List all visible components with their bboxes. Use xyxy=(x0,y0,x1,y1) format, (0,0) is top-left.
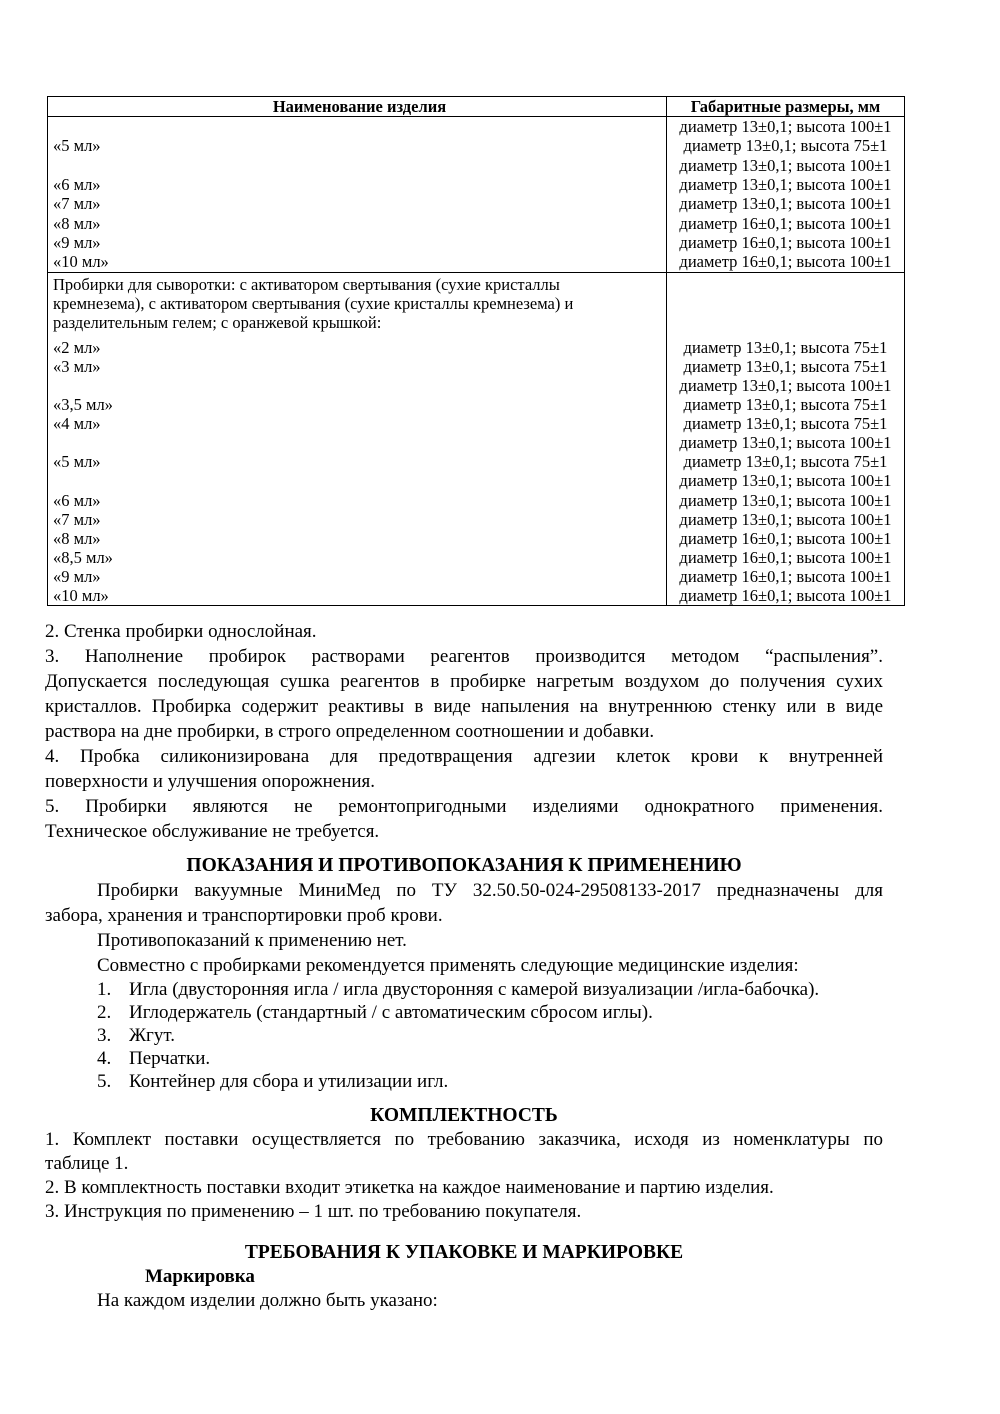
product-size-cell: диаметр 13±0,1; высота 75±1 xyxy=(683,414,888,434)
paragraph-purpose xyxy=(45,878,883,928)
table-row xyxy=(48,376,904,395)
packaging-body xyxy=(45,1265,883,1313)
product-name-cell: «9 мл» xyxy=(48,233,667,252)
product-size-cell: диаметр 13±0,1; высота 75±1 xyxy=(683,337,888,357)
table-header-dimensions: Габаритные размеры, мм xyxy=(690,97,881,116)
product-name-cell: «10 мл» xyxy=(48,586,667,605)
product-size-cell: диаметр 13±0,1; высота 75±1 xyxy=(683,136,888,156)
product-size-cell: диаметр 13±0,1; высота 100±1 xyxy=(679,471,892,491)
product-name-cell: «8 мл» xyxy=(48,214,667,233)
product-name-cell: «7 мл» xyxy=(48,510,667,529)
list-item xyxy=(45,1070,883,1093)
paragraph-line: Пробирки вакуумные МиниМед по ТУ 32.50.50-024-29508133-2017 предназначены для xyxy=(97,880,883,901)
product-name-cell: «6 мл» xyxy=(48,491,667,510)
paragraph-label: 2. В комплектность поставки входит этикетка на каждое наименование и партию изделия. xyxy=(45,1177,774,1198)
list-item-number: 3. xyxy=(97,1025,112,1046)
product-name-cell: «5 мл» xyxy=(48,452,667,471)
table-row xyxy=(48,357,904,376)
list-item-number: 5. xyxy=(97,1071,112,1092)
product-name-cell xyxy=(48,156,667,175)
paragraph-contraindications: Противопоказаний к применению нет. xyxy=(97,930,407,951)
product-size-cell: диаметр 13±0,1; высота 100±1 xyxy=(679,117,892,136)
table-header-row xyxy=(48,97,904,117)
completeness-body xyxy=(45,1128,883,1224)
product-name-cell xyxy=(48,117,667,136)
products-table xyxy=(47,96,905,606)
paragraph-line: 4. Пробка силиконизирована для предотвращения адгезии клеток крови к внутренней xyxy=(45,746,883,767)
category-line: разделительным гелем; с оранжевой крышкой: xyxy=(53,313,382,333)
product-name-cell: «5 мл» xyxy=(48,136,667,155)
table-row xyxy=(48,233,904,252)
product-size-cell: диаметр 13±0,1; высота 75±1 xyxy=(683,356,888,376)
list-item-text: Иглодержатель (стандартный / с автоматическим сбросом иглы). xyxy=(129,1002,653,1023)
table-row xyxy=(48,214,904,233)
category-line: Пробирки для сыворотки: с активатором свертывания (сухие кристаллы xyxy=(53,274,560,294)
product-size-cell: диаметр 13±0,1; высота 100±1 xyxy=(679,433,892,453)
product-size-cell: диаметр 16±0,1; высота 100±1 xyxy=(679,547,892,567)
paragraph-instruction: 3. Инструкция по применению – 1 шт. по требованию покупателя. xyxy=(45,1201,582,1222)
product-name-cell xyxy=(48,471,667,490)
product-size-cell: диаметр 16±0,1; высота 100±1 xyxy=(679,213,892,233)
table-row xyxy=(48,452,904,471)
paragraph-line: 5. Пробирки являются не ремонтопригодными изделиями однократного применения. xyxy=(45,796,883,817)
product-name-cell: «6 мл» xyxy=(48,175,667,194)
subheading-marking: Маркировка xyxy=(145,1266,255,1287)
product-name-cell xyxy=(48,433,667,452)
table-row xyxy=(48,548,904,567)
product-name-cell: «8,5 мл» xyxy=(48,548,667,567)
list-item-text: Жгут. xyxy=(129,1025,175,1046)
product-size-cell: диаметр 13±0,1; высота 100±1 xyxy=(679,175,892,195)
table-row xyxy=(48,529,904,548)
table-row xyxy=(48,194,904,213)
product-size-cell: диаметр 13±0,1; высота 100±1 xyxy=(679,490,892,510)
list-item xyxy=(45,978,883,1001)
paragraph-line: таблице 1. xyxy=(45,1153,129,1174)
table-row xyxy=(48,491,904,510)
recommended-devices-list xyxy=(45,978,883,1093)
table-row xyxy=(48,395,904,414)
product-size-cell: диаметр 16±0,1; высота 100±1 xyxy=(679,252,892,272)
table-row xyxy=(48,510,904,529)
product-name-cell: «2 мл» xyxy=(48,338,667,357)
paragraph-recommended-devices: Совместно с пробирками рекомендуется применять следующие медицинские изделия: xyxy=(97,955,799,976)
paragraph-line: поверхности и улучшения опорожнения. xyxy=(45,771,376,792)
list-item-text: Игла (двусторонняя игла / игла двусторонняя с камерой визуализации /игла-бабочка). xyxy=(129,979,820,1000)
table-row xyxy=(48,175,904,194)
paragraph-line: 1. Комплект поставки осуществляется по требованию заказчика, исходя из номенклатуры по xyxy=(45,1129,883,1150)
product-size-cell: диаметр 13±0,1; высота 100±1 xyxy=(679,509,892,529)
product-size-cell: диаметр 13±0,1; высота 75±1 xyxy=(683,395,888,415)
category-line: кремнезема), с активатором свертывания (сухие кристаллы кремнезема) и xyxy=(53,294,574,314)
section-heading-packaging: ТРЕБОВАНИЯ К УПАКОВКЕ И МАРКИРОВКЕ xyxy=(244,1242,684,1263)
table-block-serum-tubes xyxy=(48,272,904,605)
paragraph-line: раствора на дне пробирки, в строго определенном соотношении и добавки. xyxy=(45,721,655,742)
section-heading-completeness: КОМПЛЕКТНОСТЬ xyxy=(370,1105,558,1126)
paragraph-line: кристаллов. Пробирка содержит реактивы в виде напыления на внутреннюю стенку или в виде xyxy=(45,696,883,717)
table-row xyxy=(48,252,904,271)
product-name-cell: «3,5 мл» xyxy=(48,395,667,414)
table-row xyxy=(48,471,904,490)
list-item-number: 4. xyxy=(97,1048,112,1069)
product-name-cell: «8 мл» xyxy=(48,529,667,548)
table-row xyxy=(48,136,904,155)
product-size-cell: диаметр 16±0,1; высота 100±1 xyxy=(679,566,892,586)
product-size-cell: диаметр 13±0,1; высота 100±1 xyxy=(679,375,892,395)
list-item xyxy=(45,1024,883,1047)
table-row xyxy=(48,414,904,433)
table-row xyxy=(48,433,904,452)
product-size-cell: диаметр 16±0,1; высота 100±1 xyxy=(679,586,892,605)
category-description-cell xyxy=(48,273,667,338)
table-row xyxy=(48,586,904,605)
list-item-text: Перчатки. xyxy=(129,1048,211,1069)
list-item-text: Контейнер для сбора и утилизации игл. xyxy=(129,1071,449,1092)
product-name-cell xyxy=(48,376,667,395)
list-item xyxy=(45,1001,883,1024)
paragraph-stopper xyxy=(45,744,883,794)
paragraph-marking-intro: На каждом изделии должно быть указано: xyxy=(97,1290,438,1311)
product-size-cell: диаметр 16±0,1; высота 100±1 xyxy=(679,528,892,548)
list-item-number: 2. xyxy=(97,1002,112,1023)
paragraph-line: забора, хранения и транспортировки проб крови. xyxy=(45,905,443,926)
paragraph-line: Техническое обслуживание не требуется. xyxy=(45,821,380,842)
table-row xyxy=(48,338,904,357)
product-size-cell: диаметр 13±0,1; высота 100±1 xyxy=(679,194,892,214)
category-size-cell-empty xyxy=(667,273,904,338)
table-row xyxy=(48,117,904,136)
product-name-cell: «4 мл» xyxy=(48,414,667,433)
product-name-cell: «7 мл» xyxy=(48,194,667,213)
table-block-continuation xyxy=(48,117,904,272)
table-row xyxy=(48,567,904,586)
paragraph-filling xyxy=(45,644,883,744)
product-name-cell: «10 мл» xyxy=(48,252,667,271)
table-header-product-name: Наименование изделия xyxy=(48,97,667,116)
section-heading-indications: ПОКАЗАНИЯ И ПРОТИВОПОКАЗАНИЯ К ПРИМЕНЕНИЮ xyxy=(186,855,742,876)
paragraph-line: Допускается последующая сушка реагентов в пробирке нагретым воздухом до получения сухих xyxy=(45,671,883,692)
document-body xyxy=(45,619,883,1313)
table-row xyxy=(48,156,904,175)
list-item xyxy=(45,1047,883,1070)
product-name-cell: «9 мл» xyxy=(48,567,667,586)
product-size-cell: диаметр 13±0,1; высота 100±1 xyxy=(679,155,892,175)
product-name-cell: «3 мл» xyxy=(48,357,667,376)
table-category-row xyxy=(48,273,904,338)
paragraph-line: 3. Наполнение пробирок растворами реагентов производится методом “распыления”. xyxy=(45,646,883,667)
product-size-cell: диаметр 13±0,1; высота 75±1 xyxy=(683,452,888,472)
product-size-cell: диаметр 16±0,1; высота 100±1 xyxy=(679,233,892,253)
paragraph-wall: 2. Стенка пробирки однослойная. xyxy=(45,621,317,642)
paragraph-single-use xyxy=(45,794,883,844)
list-item-number: 1. xyxy=(97,979,112,1000)
